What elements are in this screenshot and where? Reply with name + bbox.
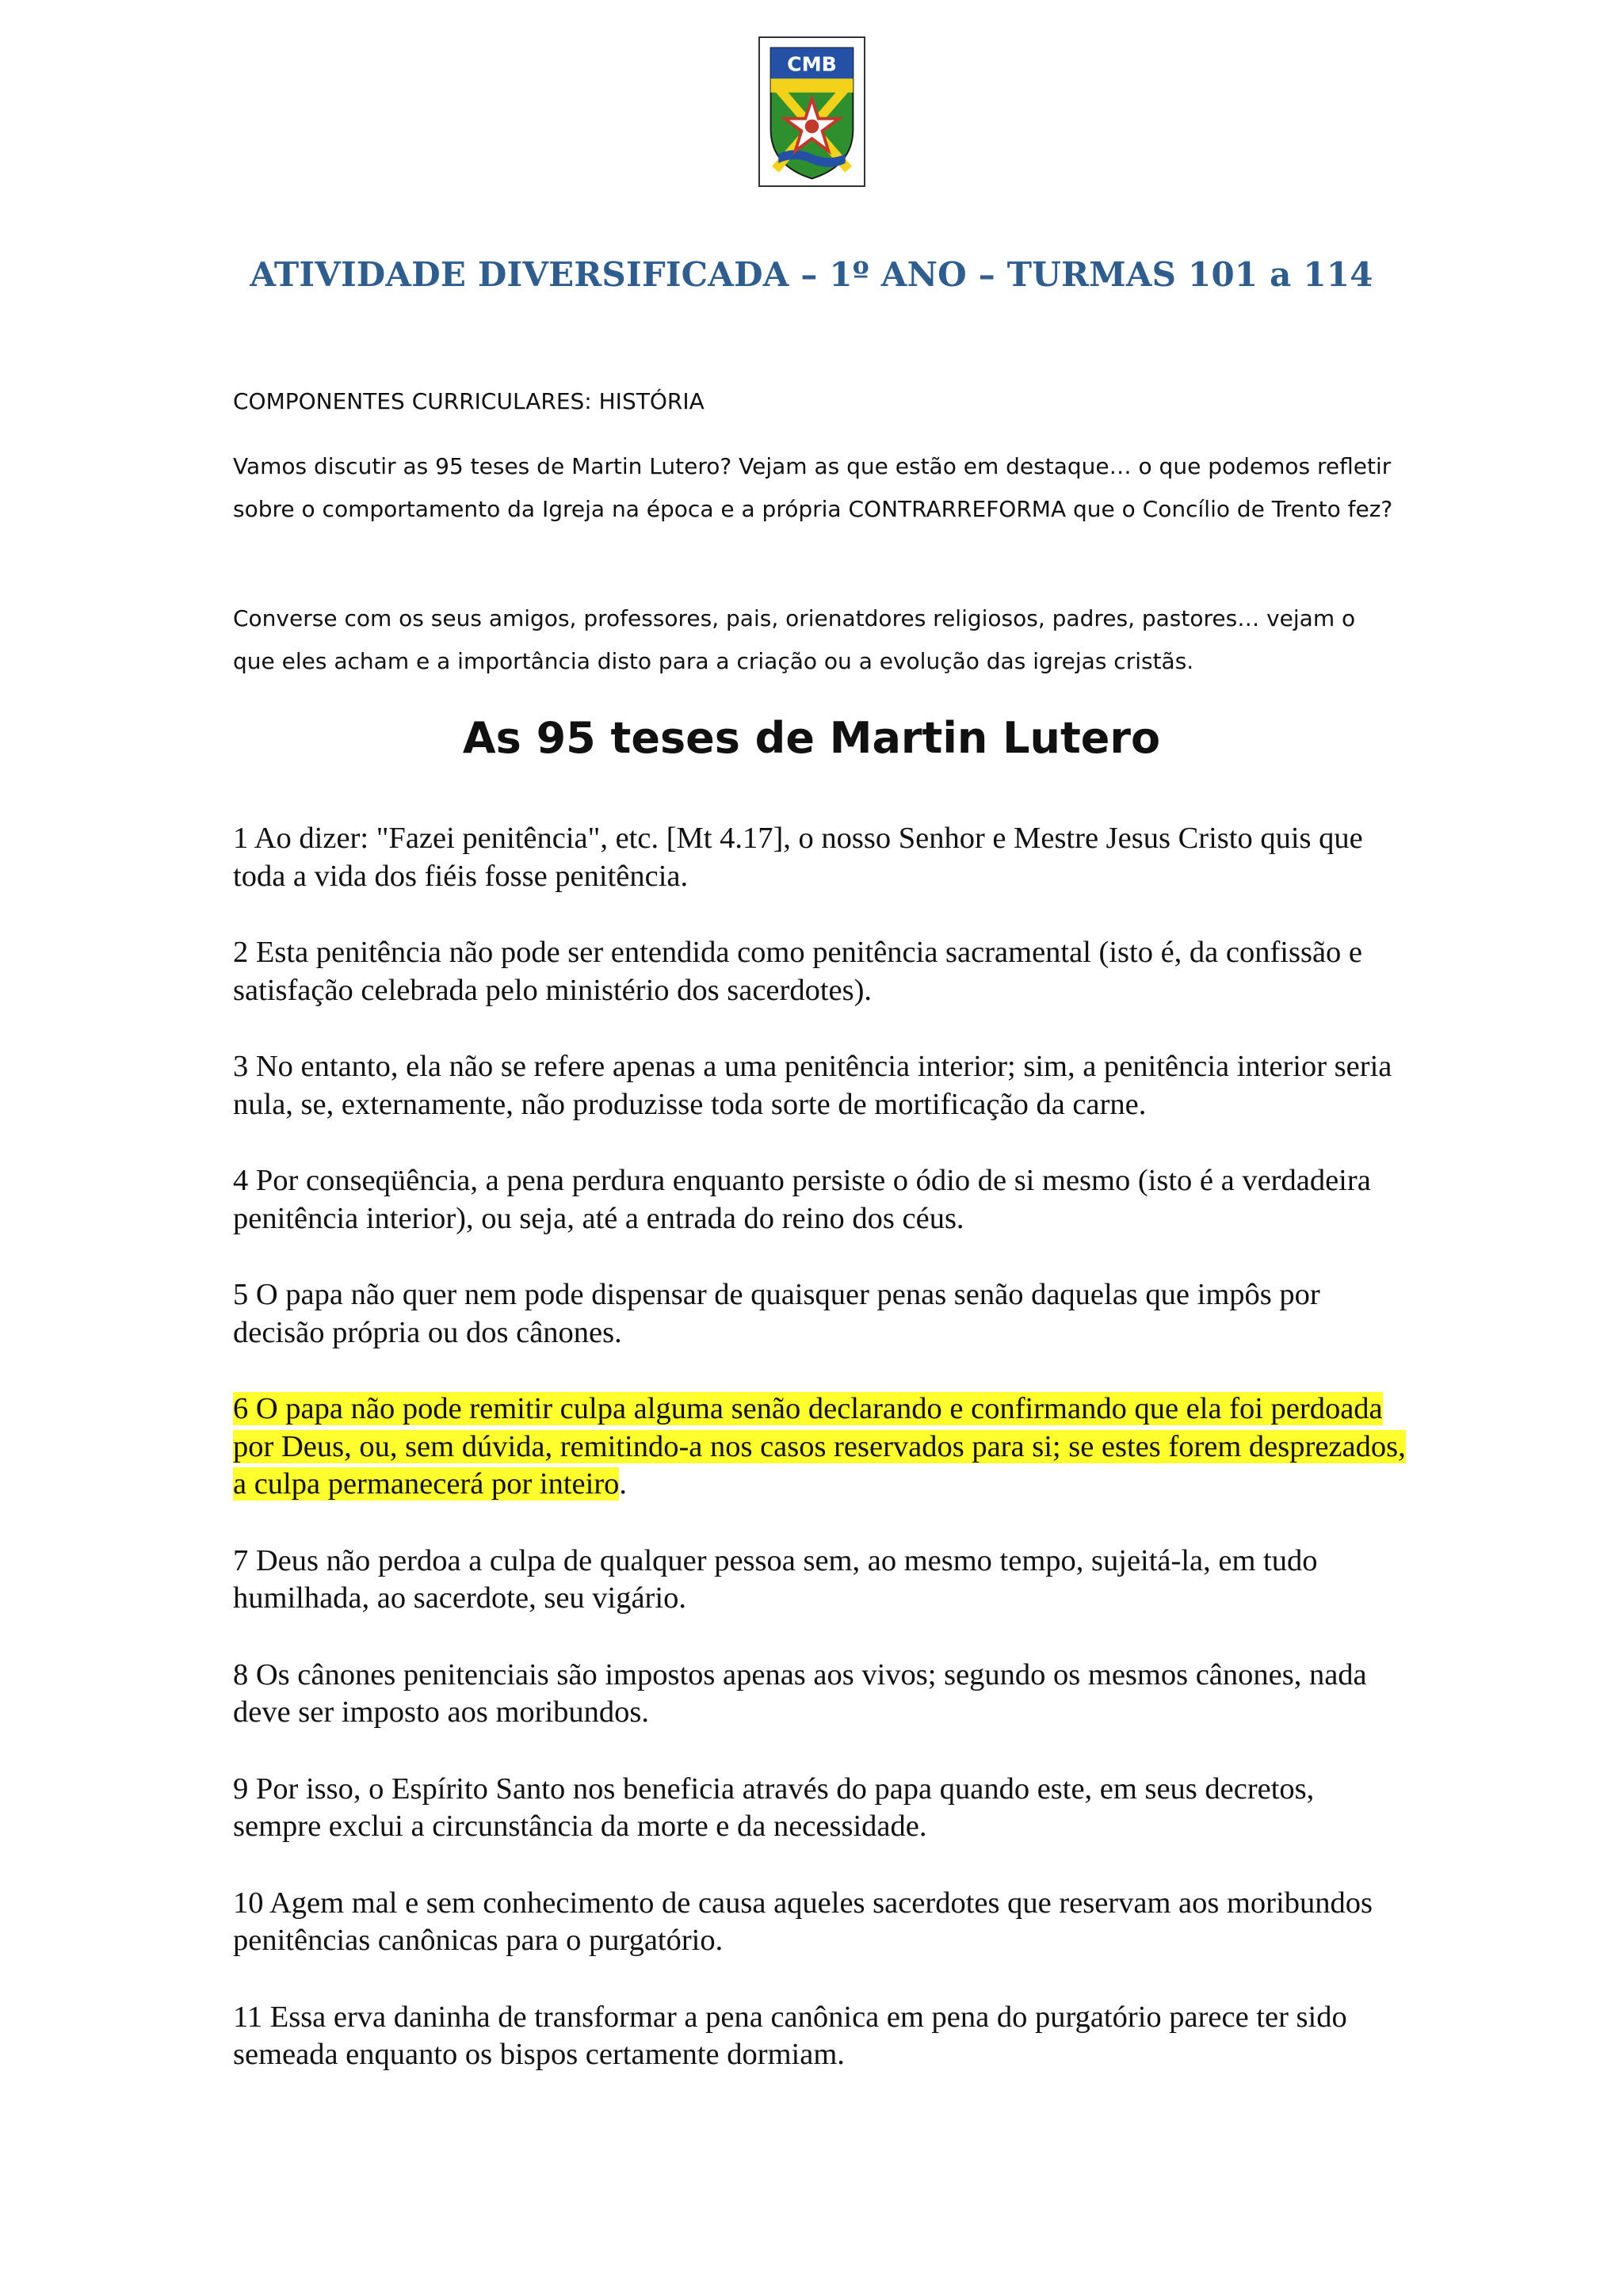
intro-paragraph-2: Converse com os seus amigos, professores, pais, orienatdores religiosos, padres, pastores… vejam o que eles acham e a importância disto para a criação ou a evolução das igrejas cristãs. bbox=[233, 605, 1356, 674]
intro-paragraph-1: Vamos discutir as 95 teses de Martin Lutero? Vejam as que estão em destaque… o que podemos refletir sobre o comportamento da Igreja na época e a própria CONTRARREFORMA que o Concílio de Trento fez? bbox=[233, 453, 1393, 522]
svg-text:CMB: CMB bbox=[787, 52, 837, 76]
page-title: ATIVIDADE DIVERSIFICADA – 1º ANO – TURMAS 101 a 114 bbox=[250, 255, 1373, 294]
thesis-11: 11 Essa erva daninha de transformar a pena canônica em pena do purgatório parece ter sido semeada enquanto os bispos certamente dormiam. bbox=[233, 2000, 1347, 2071]
thesis-9: 9 Por isso, o Espírito Santo nos beneficia através do papa quando este, em seus decretos, sempre exclui a circunstância da morte e da necessidade. bbox=[233, 1772, 1315, 1843]
section-heading: As 95 teses de Martin Lutero bbox=[462, 713, 1161, 763]
thesis-1: 1 Ao dizer: "Fazei penitência", etc. [Mt 4.17], o nosso Senhor e Mestre Jesus Cristo quis que toda a vida dos fiéis fosse penitência. bbox=[233, 822, 1363, 893]
thesis-6 bbox=[233, 1390, 1406, 1504]
thesis-6-highlight: 6 O papa não pode remitir culpa alguma senão declarando e confirmando que ela foi perdoada por Deus, ou, sem dúvida, remitindo-a nos casos reservados para si; se estes forem desprezados, a culpa permanecerá por inteiro bbox=[233, 1392, 1406, 1501]
thesis-5: 5 O papa não quer nem pode dispensar de quaisquer penas senão daquelas que impôs por decisão própria ou dos cânones. bbox=[233, 1278, 1320, 1349]
curricular-components: COMPONENTES CURRICULARES: HISTÓRIA bbox=[233, 388, 705, 414]
thesis-4: 4 Por conseqüência, a pena perdura enquanto persiste o ódio de si mesmo (isto é a verdadeira penitência interior), ou seja, até a entrada do reino dos céus. bbox=[233, 1164, 1371, 1235]
thesis-3: 3 No entanto, ela não se refere apenas a uma penitência interior; sim, a penitência interior seria nula, se, externamente, não produzisse toda sorte de mortificação da carne. bbox=[233, 1050, 1392, 1121]
thesis-6-tail: . bbox=[619, 1467, 628, 1501]
thesis-2: 2 Esta penitência não pode ser entendida como penitência sacramental (isto é, da confissão e satisfação celebrada pelo ministério dos sacerdotes). bbox=[233, 936, 1363, 1007]
thesis-10: 10 Agem mal e sem conhecimento de causa aqueles sacerdotes que reservam aos moribundos penitências canônicas para o purgatório. bbox=[233, 1886, 1373, 1957]
thesis-8: 8 Os cânones penitenciais são impostos apenas aos vivos; segundo os mesmos cânones, nada deve ser imposto aos moribundos. bbox=[233, 1657, 1367, 1729]
theses-list bbox=[233, 820, 1406, 2113]
cmb-logo bbox=[758, 36, 865, 187]
thesis-7: 7 Deus não perdoa a culpa de qualquer pessoa sem, ao mesmo tempo, sujeitá-la, em tudo humilhada, ao sacerdote, seu vigário. bbox=[233, 1543, 1318, 1615]
